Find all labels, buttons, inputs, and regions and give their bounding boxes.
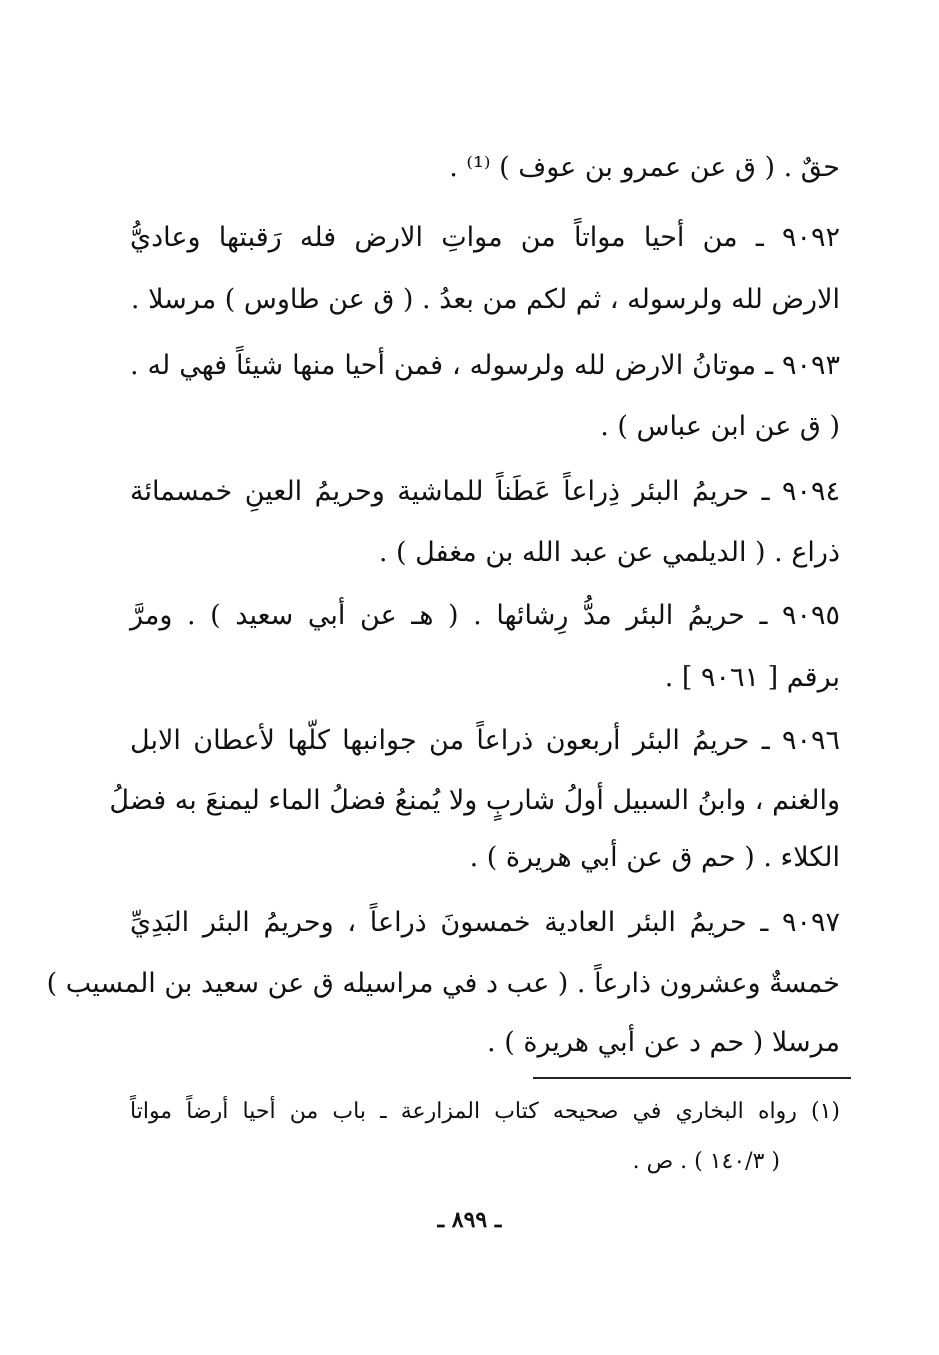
- hadith-9097-line-2: خمسةٌ وعشرون ذارعاً . ( عب د في مراسيله ق عن سعيد بن المسيب ): [46, 968, 840, 999]
- hadith-9096-line-3: الكلاء . ( حم ق عن أبي هريرة ) .: [469, 842, 840, 873]
- hadith-9094-line-2: ذراع . ( الديلمي عن عبد الله بن مغفل ) .: [378, 537, 840, 568]
- footnote-line-1: (١) رواه البخاري في صحيحه كتاب المزارعة ـ باب من أحيا أرضاً مواتاً: [130, 1099, 840, 1124]
- footnote-line-2: ( ١٤٠/٣ ) . ص .: [632, 1149, 780, 1174]
- hadith-9094-line-1: ٩٠٩٤ ـ حريمُ البئر ذِراعاً عَطَناً للماشية وحريمُ العينِ خمسمائة: [130, 476, 840, 507]
- hadith-9095-line-2: برقم [ ٩٠٦١ ] .: [664, 662, 840, 693]
- footnote-divider: [533, 1077, 851, 1079]
- hadith-9092-line-1: ٩٠٩٢ ـ من أحيا مواتاً من مواتِ الارض فله رَقبتها وعاديُّ: [130, 222, 840, 253]
- hadith-9096-line-2: والغنم ، وابنُ السبيل أولُ شاربٍ ولا يُمنعُ فضلُ الماء ليمنعَ به فضلُ: [109, 785, 840, 816]
- text-line: حقٌ . ( ق عن عمرو بن عوف ) ⁽¹⁾ .: [449, 152, 840, 183]
- hadith-9093-line-1: ٩٠٩٣ ـ موتانُ الارض لله ولرسوله ، فمن أحيا منها شيئاً فهي له .: [130, 350, 840, 381]
- hadith-9097-line-3: مرسلا ( حم د عن أبي هريرة ) .: [487, 1027, 840, 1058]
- page-number: ـ ٨٩٩ ـ: [437, 1207, 502, 1233]
- hadith-9095-line-1: ٩٠٩٥ ـ حريمُ البئر مدُّ رِشائها . ( هـ عن أبي سعيد ) . ومرَّ: [130, 600, 840, 631]
- hadith-9092-line-2: الارض لله ولرسوله ، ثم لكم من بعدُ . ( ق عن طاوس ) مرسلا .: [130, 284, 840, 315]
- hadith-9097-line-1: ٩٠٩٧ ـ حريمُ البئر العادية خمسونَ ذراعاً ، وحريمُ البئر البَدِيِّ: [130, 907, 840, 938]
- hadith-9093-line-2: ( ق عن ابن عباس ) .: [600, 411, 840, 442]
- hadith-9096-line-1: ٩٠٩٦ ـ حريمُ البئر أربعون ذراعاً من جوانبها كلّها لأعطان الابل: [130, 725, 840, 756]
